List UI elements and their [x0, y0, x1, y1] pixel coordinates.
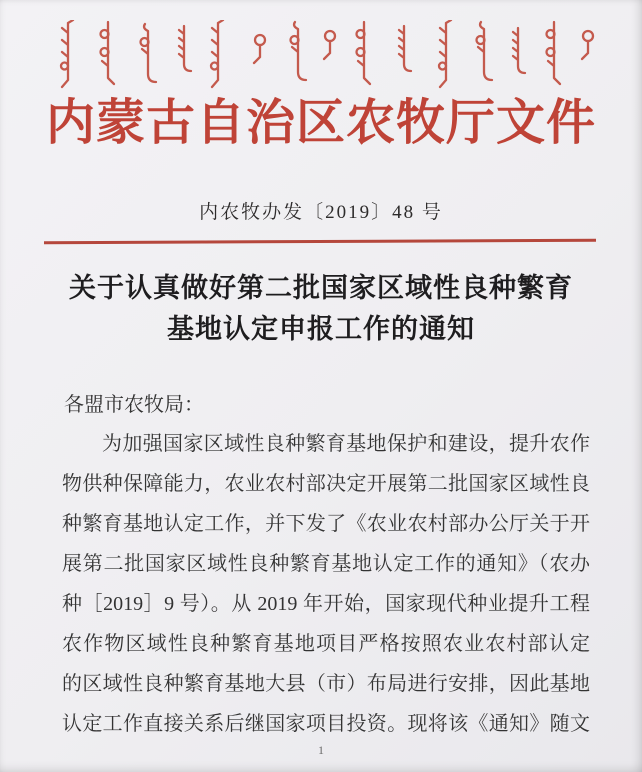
document-title-line-2: 基地认定申报工作的通知 [167, 314, 475, 344]
red-separator-rule [44, 239, 596, 244]
document-reference-number: 内农牧办发〔2019〕48 号 [199, 202, 443, 223]
document-title [30, 268, 612, 350]
document-title-line-1: 关于认真做好第二批国家区域性良种繁育 [69, 273, 573, 303]
body-line: 认定工作直接关系后继国家项目投资。现将该《通知》随文 [62, 713, 590, 735]
body-line: 的区域性良种繁育基地大县（市）布局进行安排，因此基地 [62, 673, 590, 695]
body-paragraph [62, 424, 590, 744]
body-line: 为加强国家区域性良种繁育基地保护和建设，提升农作 [102, 433, 590, 455]
body-line: 种［2019］9 号）。从 2019 年开始，国家现代种业提升工程 [62, 593, 590, 615]
body-line: 农作物区域性良种繁育基地项目严格按照农业农村部认定 [62, 633, 590, 655]
body-line: 物供种保障能力，农业农村部决定开展第二批国家区域性良 [62, 473, 590, 495]
body-line: 种繁育基地认定工作，并下发了《农业农村部办公厅关于开 [62, 513, 590, 535]
agency-letterhead-title: 内蒙古自治区农牧厅文件 [45, 95, 596, 150]
page-number: 1 [318, 743, 324, 757]
salutation: 各盟市农牧局： [64, 394, 204, 416]
body-line: 展第二批国家区域性良种繁育基地认定工作的通知》（农办 [62, 553, 590, 575]
